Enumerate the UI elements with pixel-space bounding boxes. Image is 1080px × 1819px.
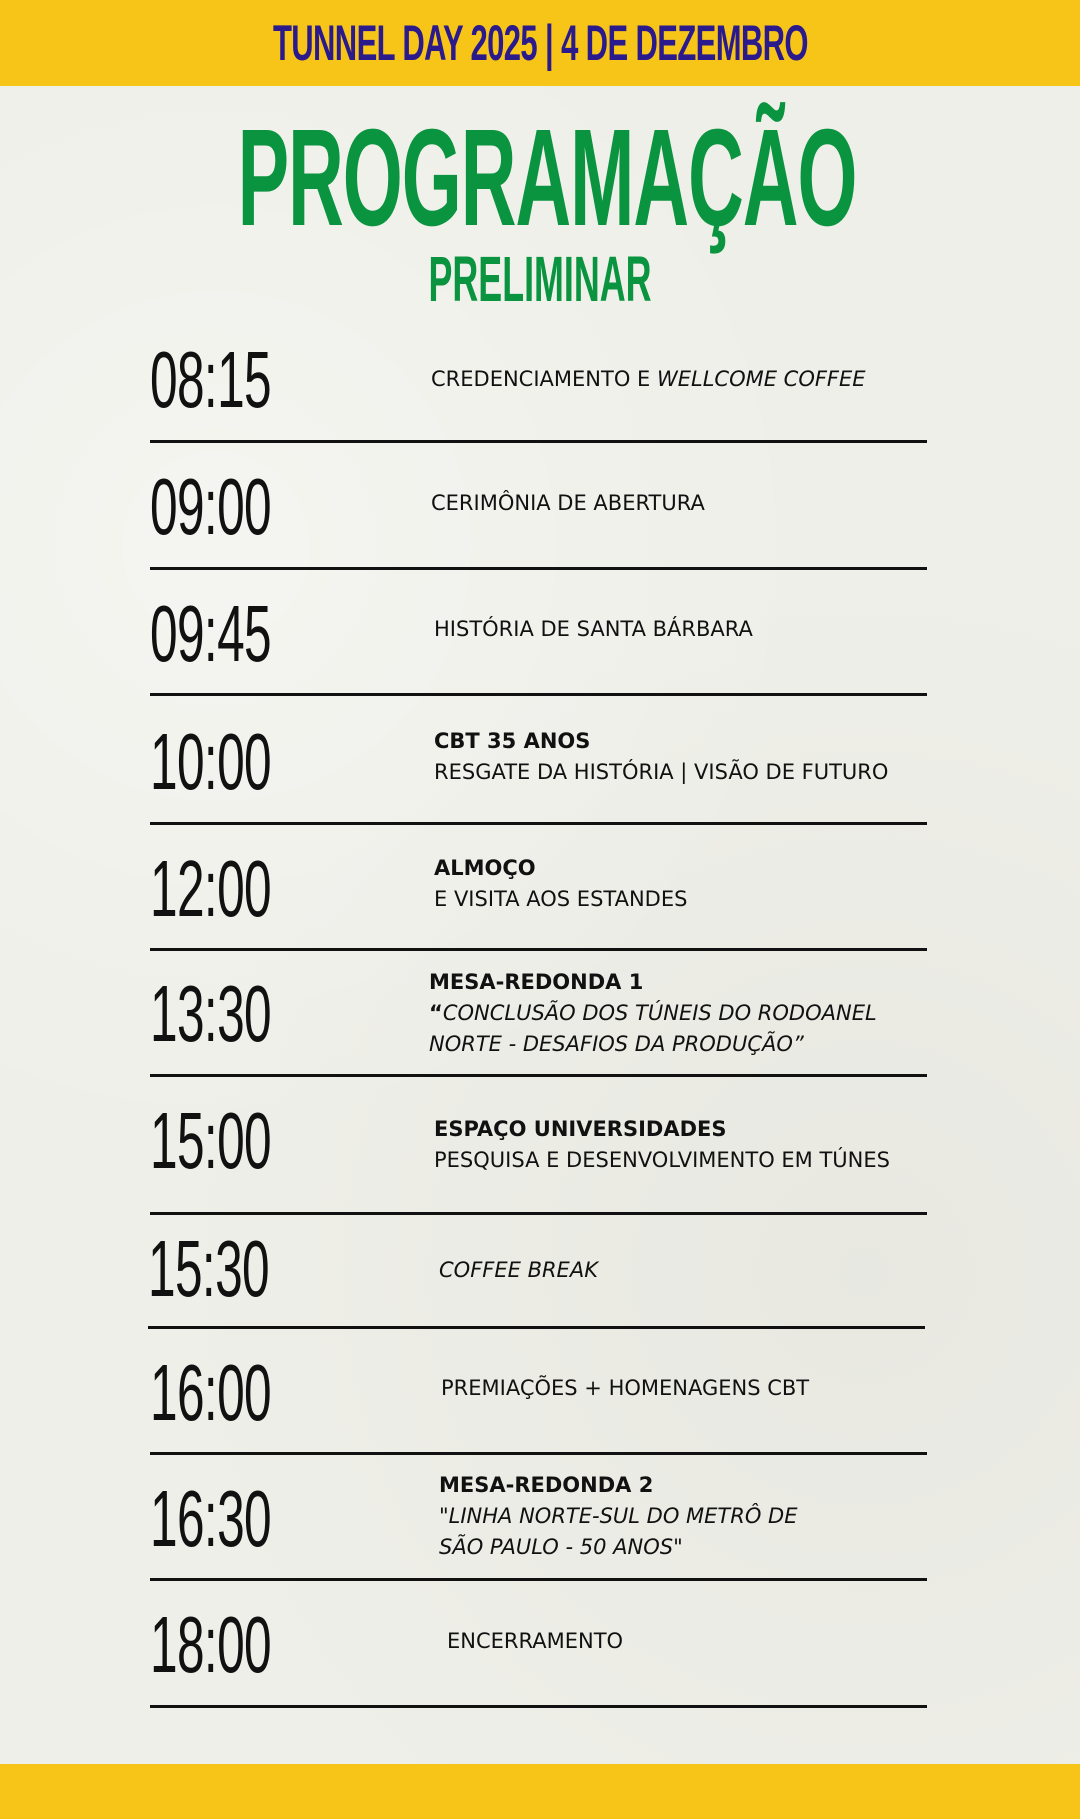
schedule-text-line1: CONCLUSÃO DOS TÚNEIS DO RODOANEL: [442, 1001, 877, 1025]
banner-title: TUNNEL DAY 2025 | 4 DE DEZEMBRO: [272, 15, 808, 71]
row-divider: [150, 1705, 927, 1708]
schedule-row: [150, 825, 927, 951]
schedule-row: [150, 330, 927, 443]
bottom-banner: [0, 1764, 1080, 1819]
schedule-time: 09:45: [150, 589, 272, 678]
quote-open: “: [429, 1001, 443, 1025]
schedule-time: 08:15: [150, 335, 272, 424]
schedule-text-italic: WELLCOME COFFEE: [656, 367, 866, 391]
schedule-time: 18:00: [150, 1600, 272, 1689]
schedule-text: HISTÓRIA DE SANTA BÁRBARA: [434, 617, 753, 641]
schedule-text-line2: SÃO PAULO - 50 ANOS": [439, 1535, 683, 1559]
schedule-time: 16:00: [150, 1348, 272, 1437]
schedule-title: MESA-REDONDA 1: [429, 970, 644, 994]
schedule-title: MESA-REDONDA 2: [439, 1473, 654, 1497]
schedule-text: CERIMÔNIA DE ABERTURA: [431, 491, 705, 515]
schedule-time: 16:30: [150, 1474, 272, 1563]
schedule-description: [434, 1114, 890, 1176]
schedule-description: [429, 967, 877, 1060]
schedule-text: RESGATE DA HISTÓRIA | VISÃO DE FUTURO: [434, 760, 889, 784]
schedule-description: [434, 853, 687, 915]
schedule-time: 15:00: [150, 1096, 272, 1185]
schedule-text-line1: "LINHA NORTE-SUL DO METRÔ DE: [439, 1504, 798, 1528]
schedule-time: 15:30: [148, 1224, 270, 1313]
schedule-title: ESPAÇO UNIVERSIDADES: [434, 1117, 727, 1141]
schedule-row: [150, 951, 927, 1077]
schedule-title: CBT 35 ANOS: [434, 729, 591, 753]
schedule-time: 10:00: [150, 717, 272, 806]
schedule-text-italic: COFFEE BREAK: [439, 1258, 598, 1282]
schedule-row: [150, 1077, 927, 1215]
schedule-text: E VISITA AOS ESTANDES: [434, 887, 688, 911]
schedule-description: [441, 1373, 809, 1404]
top-banner: [0, 0, 1080, 86]
schedule-row: [150, 696, 927, 825]
schedule-time: 12:00: [150, 844, 272, 933]
schedule-row: [148, 1215, 925, 1329]
schedule-description: [439, 1255, 598, 1286]
schedule-row: [150, 570, 927, 696]
schedule-text: PESQUISA E DESENVOLVIMENTO EM TÚNES: [434, 1148, 890, 1172]
schedule-description: [431, 488, 705, 519]
schedule-description: [447, 1626, 623, 1657]
schedule-time: 09:00: [150, 462, 272, 551]
schedule-text-line2: NORTE - DESAFIOS DA PRODUÇÃO”: [429, 1032, 804, 1056]
schedule-row: [150, 443, 927, 570]
schedule-text: PREMIAÇÕES + HOMENAGENS CBT: [441, 1376, 810, 1400]
page-subtitle: PRELIMINAR: [428, 243, 652, 315]
schedule-row: [150, 1581, 927, 1708]
schedule-title: ALMOÇO: [434, 856, 536, 880]
schedule-row: [150, 1329, 927, 1455]
schedule-text: ENCERRAMENTO: [447, 1629, 624, 1653]
schedule-description: [434, 726, 888, 788]
schedule-description: [434, 614, 753, 645]
schedule-description: [431, 364, 866, 395]
schedule-row: [150, 1455, 927, 1581]
schedule-description: [439, 1470, 798, 1563]
schedule-text: CREDENCIAMENTO E: [431, 367, 657, 391]
schedule-time: 13:30: [150, 969, 272, 1058]
page-title: PROGRAMAÇÃO: [237, 101, 857, 255]
